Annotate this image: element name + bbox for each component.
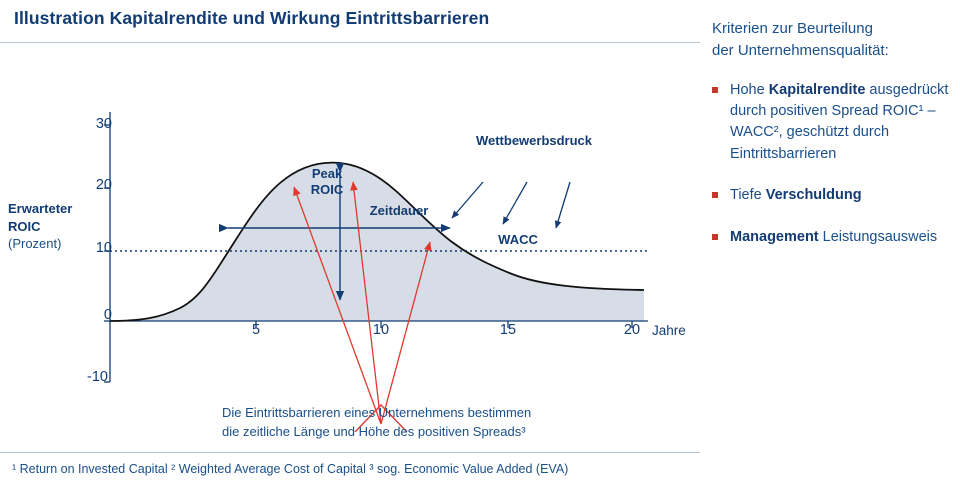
criteria-text-2: Tiefe Verschuldung: [730, 187, 862, 204]
x-tick-10: 10: [372, 322, 390, 338]
criteria-text-1: Hohe Kapitalrendite ausgedrückt durch positiven Spread ROIC¹ –WACC², geschützt durch Eintrittsbarrieren: [730, 81, 949, 162]
criteria-text-3: Management Leistungsausweis: [730, 228, 938, 245]
list-item: [712, 185, 950, 206]
x-tick-15: 15: [499, 322, 517, 338]
wettbewerbsdruck-arrow-3: [556, 182, 570, 228]
list-item: [712, 227, 950, 248]
y-tick-30: 30: [95, 116, 112, 132]
y-tick-10: 10: [95, 240, 112, 256]
chart-container: [0, 52, 712, 432]
peak-roic-label: [296, 166, 358, 199]
page-title: Illustration Kapitalrendite und Wirkung Eintrittsbarrieren: [14, 8, 490, 28]
chart-caption: [222, 404, 642, 442]
y-axis-label-line2: ROIC: [8, 218, 41, 234]
bullet-square-icon: [712, 192, 718, 198]
criteria-intro: [712, 18, 950, 62]
chart-caption-line1: Die Eintrittsbarrieren eines Unternehmens bestimmen: [222, 405, 532, 420]
x-tick-5: 5: [251, 322, 261, 338]
chart-svg: [0, 52, 712, 432]
footnotes: ¹ Return on Invested Capital ² Weighted Average Cost of Capital ³ sog. Economic Value Added (EVA): [12, 462, 569, 476]
wacc-label: WACC: [498, 232, 538, 247]
criteria-intro-line2: der Unternehmensqualität:: [712, 41, 889, 59]
y-axis-label-line1: Erwarteter: [8, 201, 73, 216]
wettbewerbsdruck-arrow-2: [503, 182, 527, 224]
peak-roic-label-line2: ROIC: [310, 182, 344, 198]
x-tick-20: 20: [623, 322, 641, 338]
bullet-square-icon: [712, 234, 718, 240]
wettbewerbsdruck-arrow-1: [452, 182, 483, 218]
peak-roic-label-line1: Peak: [311, 166, 343, 181]
bullet-square-icon: [712, 87, 718, 93]
footnote-divider: [0, 452, 700, 453]
zeitdauer-label: Zeitdauer: [369, 203, 429, 218]
title-divider: [0, 42, 700, 43]
roic-area-fill: [110, 163, 644, 321]
criteria-list: [712, 80, 950, 249]
chart-caption-line2: die zeitliche Länge und Höhe des positiven Spreads³: [222, 423, 526, 439]
list-item: [712, 80, 950, 166]
x-axis-unit: Jahre: [652, 323, 686, 338]
y-tick-20: 20: [95, 177, 112, 193]
wettbewerbsdruck-label: Wettbewerbsdruck: [475, 133, 593, 148]
criteria-intro-line1: Kriterien zur Beurteilung: [712, 20, 873, 37]
y-tick--10: -10: [87, 369, 108, 385]
y-axis-label-unit: (Prozent): [8, 236, 62, 252]
criteria-panel: [712, 18, 950, 268]
y-tick-0: 0: [103, 307, 112, 323]
